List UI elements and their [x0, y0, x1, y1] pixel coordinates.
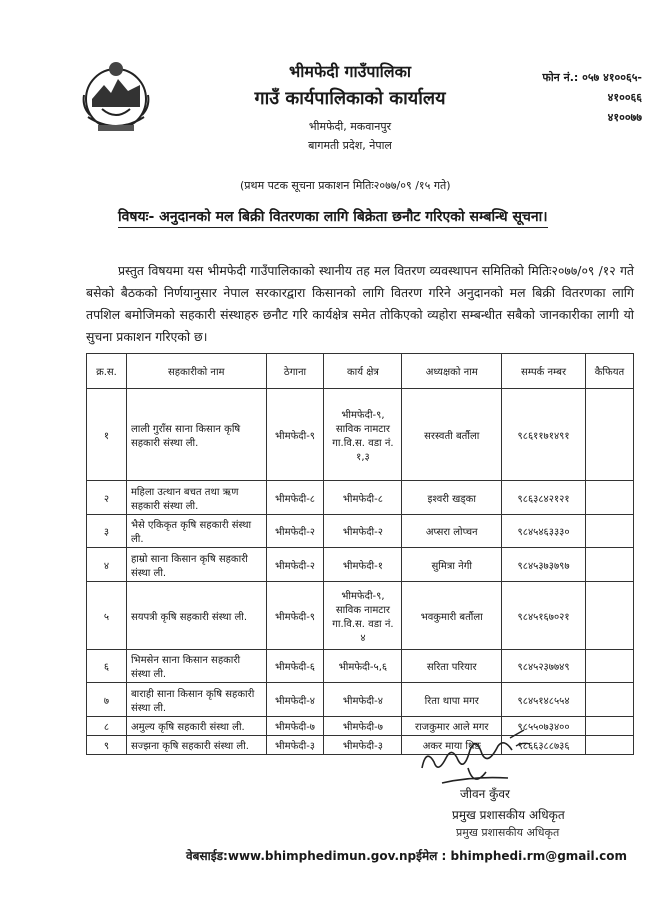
cell-sn: ९	[87, 736, 127, 755]
cell-name: बाराही साना किसान कृषि सहकारी संस्था ली.	[126, 683, 266, 717]
cell-area: भीमफेदी-९, साविक नामटार गा.वि.स. वडा नं. ४	[324, 582, 402, 650]
table-row	[87, 481, 634, 515]
cell-chair: इश्वरी खड्का	[402, 481, 502, 515]
cell-address: भीमफेदी-६	[266, 650, 324, 683]
cell-sn: २	[87, 481, 127, 515]
table-row	[87, 548, 634, 582]
cell-area: भीमफेदी-७	[324, 717, 402, 736]
signatory-name: जीवन कुँवर	[460, 787, 510, 801]
cell-sn: ७	[87, 683, 127, 717]
cell-name: हाम्रो साना किसान कृषि सहकारी संस्था ली.	[126, 548, 266, 582]
cell-remark	[586, 683, 634, 717]
cell-phone: ९८४५१६७०२१	[502, 582, 586, 650]
cell-name: सज्झना कृषि सहकारी संस्था ली.	[126, 736, 266, 755]
office-name: गाउँ कार्यपालिकाको कार्यालय	[254, 88, 446, 109]
col-header-phone: सम्पर्क नम्बर	[502, 354, 586, 389]
col-header-address: ठेगाना	[266, 354, 324, 389]
cell-area: भीमफेदी-५,६	[324, 650, 402, 683]
table-header-row	[87, 354, 634, 389]
cell-area: भीमफेदी-३	[324, 736, 402, 755]
cell-remark	[586, 582, 634, 650]
cell-sn: ४	[87, 548, 127, 582]
cell-phone: ९८६३८४२१२१	[502, 481, 586, 515]
phone-line-3: ४१००७७	[607, 111, 642, 124]
cell-phone: ९८४५२३७७४९	[502, 650, 586, 683]
cell-phone: ९८६११७१४९१	[502, 389, 586, 481]
notice-body	[86, 260, 634, 348]
cell-sn: ६	[87, 650, 127, 683]
cell-chair: सरस्वती बर्तौला	[402, 389, 502, 481]
cell-remark	[586, 717, 634, 736]
cell-area: भीमफेदी-२	[324, 515, 402, 548]
cell-area: भीमफेदी-९, साविक नामटार गा.वि.स. वडा नं. १,३	[324, 389, 402, 481]
office-province: बागमती प्रदेश, नेपाल	[308, 139, 392, 152]
cell-address: भीमफेदी-९	[266, 389, 324, 481]
cell-address: भीमफेदी-७	[266, 717, 324, 736]
table-row	[87, 683, 634, 717]
table-row	[87, 389, 634, 481]
cell-sn: ८	[87, 717, 127, 736]
cell-chair: राजकुमार आले मगर	[402, 717, 502, 736]
cell-remark	[586, 515, 634, 548]
cell-phone: ९८४५३७३७९७	[502, 548, 586, 582]
phone-block	[522, 68, 642, 128]
cell-chair: रिता थापा मगर	[402, 683, 502, 717]
cell-remark	[586, 389, 634, 481]
cell-sn: ५	[87, 582, 127, 650]
cell-area: भीमफेदी-४	[324, 683, 402, 717]
cell-chair: अकर माया थिङ	[402, 736, 502, 755]
cell-phone: ९८५५०७३४००	[502, 717, 586, 736]
notice-body-text: प्रस्तुत विषयमा यस भीमफेदी गाउँपालिकाको स्थानीय तह मल वितरण व्यवस्थापन समितिको मितिः२०७७/०९ /१२ गते बसेको बैठकको निर्णयानुसार नेपाल सरकारद्वारा किसानको लागि वितरण गरिने अनुदानको मल बिक्री वितरणका लागि तपशिल बमोजिमको सहकारी संस्थाहरु छनौट गरि कार्यक्षेत्र समेत तोकिएको व्यहोरा सम्बन्धीत सबैको जानकारीका लागी यो सुचना प्रकाशन गरिएको छ।	[86, 263, 634, 344]
col-header-remark: कैफियत	[586, 354, 634, 389]
cell-phone: ९८४५१४८५५४	[502, 683, 586, 717]
cell-address: भीमफेदी-४	[266, 683, 324, 717]
cell-name: भैसे एकिकृत कृषि सहकारी संस्था ली.	[126, 515, 266, 548]
cell-name: लाली गुराँस साना किसान कृषि सहकारी संस्था ली.	[126, 389, 266, 481]
cell-sn: ३	[87, 515, 127, 548]
cell-name: अमुल्य कृषि सहकारी संस्था ली.	[126, 717, 266, 736]
cell-phone: ९८४५४६३३३०	[502, 515, 586, 548]
col-header-chair: अध्यक्षको नाम	[402, 354, 502, 389]
cell-remark	[586, 736, 634, 755]
cell-chair: सुमित्रा नेगी	[402, 548, 502, 582]
website-email-footer: वेबसाईड:www.bhimphedimun.gov.npईमेल : bhimphedi.rm@gmail.com	[186, 849, 628, 863]
publication-date: (प्रथम पटक सूचना प्रकाशन मितिः२०७७/०९ /१५ गते)	[240, 179, 451, 192]
col-header-name: सहकारीको नाम	[126, 354, 266, 389]
col-header-sn: क्र.स.	[87, 354, 127, 389]
cell-address: भीमफेदी-२	[266, 515, 324, 548]
cell-name: महिला उत्थान बचत तथा ऋण सहकारी संस्था ली.	[126, 481, 266, 515]
table-row	[87, 515, 634, 548]
cell-chair: भवकुमारी बर्तौला	[402, 582, 502, 650]
nepal-government-emblem	[78, 55, 154, 139]
cell-sn: १	[87, 389, 127, 481]
cell-name: भिमसेन साना किसान सहकारी संस्था ली.	[126, 650, 266, 683]
table-row	[87, 582, 634, 650]
office-location: भीमफेदी, मकवानपुर	[308, 120, 392, 133]
phone-line-2: ४१००६६	[607, 91, 642, 104]
cell-remark	[586, 481, 634, 515]
cell-address: भीमफेदी-९	[266, 582, 324, 650]
col-header-area: कार्य क्षेत्र	[324, 354, 402, 389]
cell-address: भीमफेदी-२	[266, 548, 324, 582]
official-stamp: प्रमुख प्रशासकीय अधिकृत	[456, 826, 560, 839]
cell-area: भीमफेदी-१	[324, 548, 402, 582]
table-row	[87, 650, 634, 683]
municipality-name: भीमफेदी गाउँपालिका	[288, 62, 412, 81]
cell-chair: सरिता परियार	[402, 650, 502, 683]
cell-address: भीमफेदी-८	[266, 481, 324, 515]
notice-subject: विषयः- अनुदानको मल बिक्री वितरणका लागि बिक्रेता छनौट गरिएको सम्बन्धि सूचना।	[118, 207, 548, 228]
cell-remark	[586, 650, 634, 683]
signatory-role: प्रमुख प्रशासकीय अधिकृत	[452, 808, 565, 822]
cell-area: भीमफेदी-८	[324, 481, 402, 515]
cooperative-table	[86, 353, 634, 755]
cell-remark	[586, 548, 634, 582]
cell-name: सयपत्री कृषि सहकारी संस्था ली.	[126, 582, 266, 650]
cell-chair: अप्सरा लोप्चन	[402, 515, 502, 548]
cell-address: भीमफेदी-३	[266, 736, 324, 755]
cell-phone: ९८६६३८८७३६	[502, 736, 586, 755]
phone-line-1: फोन नं.: ०५७ ४१००६५-	[542, 71, 642, 84]
